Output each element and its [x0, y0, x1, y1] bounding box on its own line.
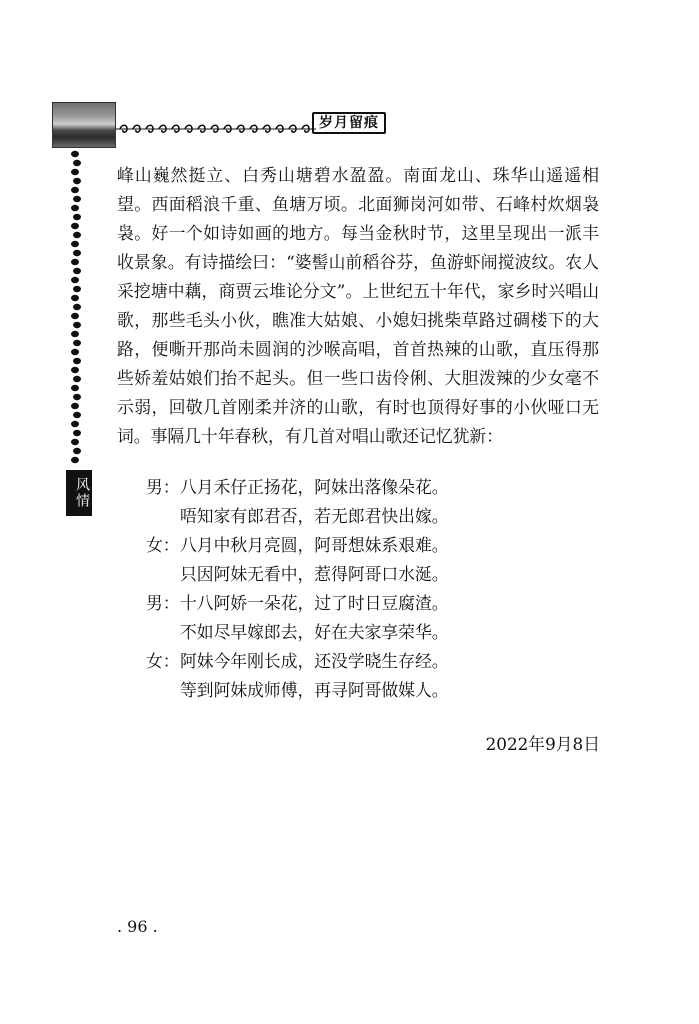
header-ornament-rule: [116, 124, 316, 134]
verse-text: 八月中秋月亮圆，阿哥想妹系艰难。: [180, 535, 449, 555]
body-paragraph: 峰山巍然挺立、白秀山塘碧水盈盈。南面龙山、珠华山遥遥相望。西面稻浪千重、鱼塘万顷。北面狮岗河如带、石峰村炊烟袅袅。好一个如诗如画的地方。每当金秋时节，这里呈现出一派丰收景象。有诗描绘曰：“婆髻山前稻谷芬，鱼游虾闹搅波纹。农人采挖塘中藕，商贾云堆论分文”。上世纪五十年代，家乡时兴唱山歌，那些毛头小伙，瞧准大姑娘、小媳妇挑柴草路过碉楼下的大路，便嘶开那尚未圆润的沙喉高唱，首首热辣的山歌，直压得那些娇羞姑娘们抬不起头。但一些口齿伶俐、大胆泼辣的少女毫不示弱，回敬几首刚柔并济的山歌，有时也顶得好事的小伙哑口无词。事隔几十年春秋，有几首对唱山歌还记忆犹新：: [117, 165, 599, 446]
verse-line: [146, 589, 586, 618]
verse-line: 不如尽早嫁郎去，好在夫家享荣华。: [180, 622, 449, 642]
verse-speaker: 男：: [146, 593, 180, 613]
song-verses: [146, 473, 586, 705]
verse-line: [146, 531, 586, 560]
verse-line: 唔知家有郎君否，若无郎君快出嫁。: [180, 506, 449, 526]
article-date: 2022年9月8日: [485, 734, 600, 754]
verse-speaker: 男：: [146, 477, 180, 497]
page-number: . 96 .: [117, 917, 158, 936]
header-landscape-photo: [52, 102, 116, 148]
section-title: 岁月留痕: [312, 112, 386, 134]
verse-text: 十八阿娇一朵花，过了时日豆腐渣。: [180, 593, 449, 613]
verse-speaker: 女：: [146, 535, 180, 555]
verse-line: [146, 647, 586, 676]
side-chain-ornament: [66, 150, 86, 468]
verse-text: 阿妹今年刚长成，还没学晓生存经。: [180, 651, 449, 671]
verse-line: 只因阿妹无看中，惹得阿哥口水涎。: [180, 564, 449, 584]
verse-speaker: 女：: [146, 651, 180, 671]
verse-line: 等到阿妹成师傅，再寻阿哥做媒人。: [180, 680, 449, 700]
side-category-label: 风情: [66, 470, 92, 516]
verse-text: 八月禾仔正扬花，阿妹出落像朵花。: [180, 477, 449, 497]
verse-line: [146, 473, 586, 502]
